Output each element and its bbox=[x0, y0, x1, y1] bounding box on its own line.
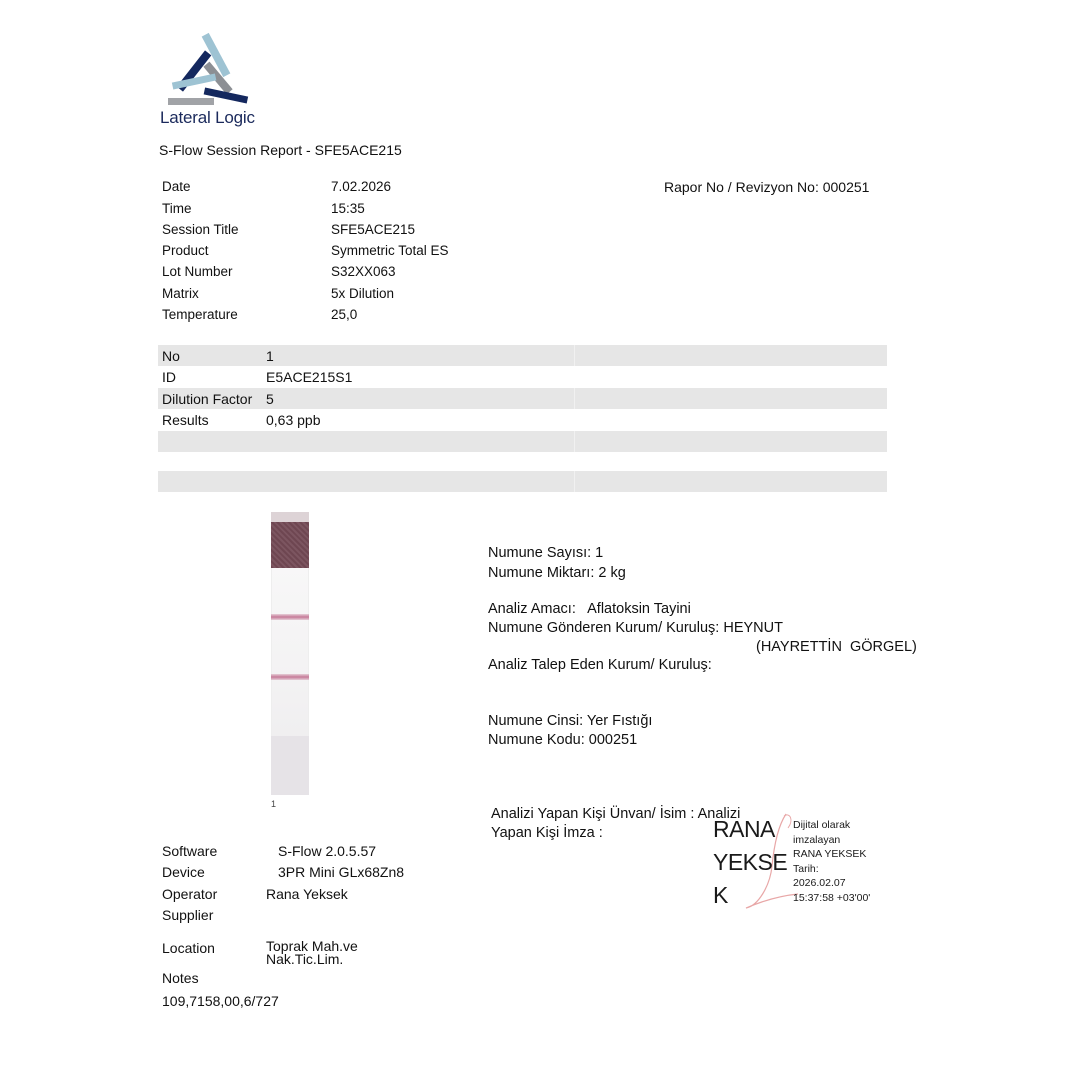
session-title-label: Session Title bbox=[162, 222, 239, 237]
requesting-organization: Analiz Talep Eden Kurum/ Kuruluş: bbox=[488, 657, 712, 673]
signature-detail-line: 2026.02.07 bbox=[793, 877, 846, 889]
matrix-value: 5x Dilution bbox=[331, 286, 395, 301]
strip-pad-edge bbox=[271, 512, 309, 522]
lateral-logic-logo bbox=[164, 30, 256, 110]
signature-detail-line: 15:37:58 +03'00' bbox=[793, 891, 871, 904]
sample-amount: Numune Miktarı: 2 kg bbox=[488, 565, 626, 581]
row-label: ID bbox=[162, 369, 176, 385]
strip-test-line bbox=[271, 674, 309, 680]
device-label: Device bbox=[162, 864, 205, 880]
table-row bbox=[158, 388, 887, 409]
signature-name-line: K bbox=[713, 882, 728, 908]
time-value: 15:35 bbox=[331, 201, 365, 216]
lot-number-value: S32XX063 bbox=[331, 264, 396, 279]
empty-table-row bbox=[158, 471, 887, 492]
column-divider bbox=[574, 471, 575, 492]
column-divider bbox=[574, 431, 575, 452]
report-title: S-Flow Session Report - SFE5ACE215 bbox=[159, 142, 402, 158]
matrix-label: Matrix bbox=[162, 286, 199, 301]
session-title-value: SFE5ACE215 bbox=[331, 222, 416, 237]
notes-value: 109,7158,00,6/727 bbox=[162, 993, 279, 1009]
signature-detail-line: RANA YEKSEK bbox=[793, 848, 867, 860]
signature-detail-line: Dijital olarak bbox=[793, 819, 851, 831]
signature-detail-line: Tarih: bbox=[793, 862, 819, 875]
column-divider bbox=[574, 345, 575, 366]
notes-label: Notes bbox=[162, 970, 199, 986]
location-line: Nak.Tic.Lim. bbox=[266, 951, 344, 967]
strip-number: 1 bbox=[271, 799, 277, 809]
sender-organization: Numune Gönderen Kurum/ Kuruluş: HEYNUT bbox=[488, 620, 783, 636]
row-label: Results bbox=[162, 412, 209, 428]
analyst-title: Analizi Yapan Kişi Ünvan/ İsim : Analizi bbox=[491, 806, 741, 822]
strip-sample-pad bbox=[271, 522, 309, 568]
row-value: 5 bbox=[266, 391, 274, 407]
signature-name bbox=[713, 813, 787, 912]
operator-label: Operator bbox=[162, 886, 218, 902]
row-label: No bbox=[162, 348, 180, 364]
location-value bbox=[266, 940, 358, 966]
sample-code: Numune Kodu: 000251 bbox=[488, 732, 638, 748]
row-value: 0,63 ppb bbox=[266, 412, 321, 428]
digital-signature-details bbox=[793, 818, 870, 905]
strip-absorbent-pad bbox=[271, 736, 309, 795]
signature-detail-line: imzalayan bbox=[793, 833, 841, 846]
column-divider bbox=[574, 388, 575, 409]
strip-control-line bbox=[271, 614, 309, 620]
signature-name-line: RANA bbox=[713, 816, 775, 842]
time-label: Time bbox=[162, 201, 192, 216]
date-value: 7.02.2026 bbox=[331, 179, 392, 194]
device-value: 3PR Mini GLx68Zn8 bbox=[278, 864, 405, 880]
lot-number-label: Lot Number bbox=[162, 264, 233, 279]
temperature-value: 25,0 bbox=[331, 307, 358, 322]
empty-table-row bbox=[158, 431, 887, 452]
software-label: Software bbox=[162, 843, 218, 859]
supplier-label: Supplier bbox=[162, 907, 214, 923]
location-line: Toprak Mah.ve bbox=[266, 938, 358, 954]
sample-count: Numune Sayısı: 1 bbox=[488, 545, 604, 561]
row-value: E5ACE215S1 bbox=[266, 369, 353, 385]
table-row bbox=[158, 366, 887, 387]
product-value: Symmetric Total ES bbox=[331, 243, 449, 258]
table-row bbox=[158, 345, 887, 366]
location-label: Location bbox=[162, 940, 215, 956]
table-row bbox=[158, 409, 887, 430]
product-label: Product bbox=[162, 243, 209, 258]
analyst-signature-label: Yapan Kişi İmza : bbox=[491, 825, 603, 841]
logo-wordmark: Lateral Logic bbox=[160, 108, 255, 127]
sample-type: Numune Cinsi: Yer Fıstığı bbox=[488, 713, 653, 729]
sender-person: (HAYRETTİN GÖRGEL) bbox=[756, 639, 917, 655]
row-label: Dilution Factor bbox=[162, 391, 253, 407]
operator-value: Rana Yeksek bbox=[266, 886, 348, 902]
analysis-purpose: Analiz Amacı: Aflatoksin Tayini bbox=[488, 601, 691, 617]
temperature-label: Temperature bbox=[162, 307, 238, 322]
test-strip-image bbox=[271, 512, 309, 795]
software-value: S-Flow 2.0.5.57 bbox=[278, 843, 377, 859]
signature-name-line: YEKSE bbox=[713, 849, 788, 875]
report-number: Rapor No / Revizyon No: 000251 bbox=[664, 179, 870, 195]
date-label: Date bbox=[162, 179, 191, 194]
row-value: 1 bbox=[266, 348, 274, 364]
